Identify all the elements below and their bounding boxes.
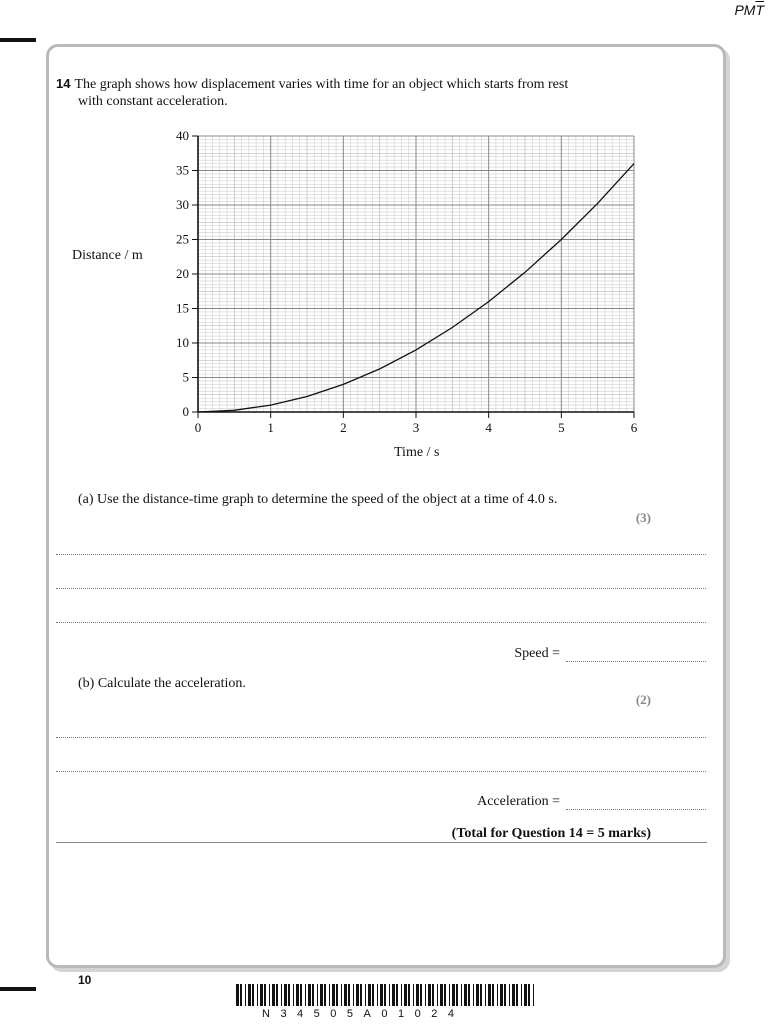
barcode-bar	[512, 984, 515, 1006]
barcode-bar	[300, 984, 302, 1006]
answer-line[interactable]	[56, 588, 706, 589]
part-a-marks: (3)	[635, 510, 651, 525]
x-tick-label: 1	[267, 420, 274, 435]
barcode-bar	[384, 984, 386, 1006]
barcode-bar	[296, 984, 299, 1006]
acceleration-label: Acceleration =	[477, 794, 560, 809]
y-tick-label: 15	[176, 300, 189, 316]
barcode-bar	[521, 984, 522, 1006]
barcode-bar	[413, 984, 414, 1006]
barcode-bar	[396, 984, 398, 1006]
barcode-bar	[240, 984, 242, 1006]
barcode-icon	[236, 984, 536, 1006]
barcode-bar	[500, 984, 503, 1006]
barcode-bar	[392, 984, 395, 1006]
barcode-bar	[401, 984, 402, 1006]
y-tick-label: 30	[176, 197, 189, 212]
distance-time-graph	[160, 126, 650, 438]
barcode-bar	[281, 984, 282, 1006]
barcode-bar	[317, 984, 318, 1006]
barcode-bar	[260, 984, 263, 1006]
barcode-bar	[516, 984, 518, 1006]
answer-line[interactable]	[56, 622, 706, 623]
barcode-bar	[368, 984, 371, 1006]
barcode-bar	[425, 984, 426, 1006]
barcode-bar	[380, 984, 383, 1006]
y-tick-label: 40	[176, 128, 189, 143]
barcode-bar	[264, 984, 266, 1006]
barcode-bar	[341, 984, 342, 1006]
barcode-bar	[488, 984, 491, 1006]
y-tick-label: 35	[176, 162, 189, 178]
barcode-bar	[356, 984, 359, 1006]
question-number: 14	[56, 76, 71, 91]
barcode-bar	[524, 984, 527, 1006]
y-tick-label: 10	[176, 335, 189, 350]
question-line-1: The graph shows how displacement varies with time for an object which starts from rest	[74, 77, 569, 92]
x-tick-label: 4	[485, 420, 492, 435]
barcode-bar	[408, 984, 410, 1006]
barcode-bar	[432, 984, 434, 1006]
barcode-bar	[324, 984, 326, 1006]
barcode-bar	[353, 984, 354, 1006]
x-tick-label: 3	[412, 420, 420, 435]
barcode-bar	[473, 984, 474, 1006]
barcode-bar	[377, 984, 378, 1006]
barcode-bar	[509, 984, 510, 1006]
barcode-bar	[420, 984, 422, 1006]
barcode-bar	[485, 984, 486, 1006]
y-tick-label: 20	[176, 266, 189, 281]
page-number: 10	[78, 973, 92, 987]
barcode-bar	[444, 984, 446, 1006]
speed-label: Speed =	[514, 646, 560, 661]
barcode-bar	[440, 984, 443, 1006]
divider	[56, 842, 707, 843]
part-a-text: (a) Use the distance-time graph to determine the speed of the object at a time of 4.0 s.	[78, 492, 558, 507]
x-tick-label: 6	[630, 420, 638, 435]
barcode-bar	[308, 984, 311, 1006]
y-tick-label: 5	[182, 369, 189, 385]
barcode-bar	[492, 984, 494, 1006]
part-b-marks: (2)	[635, 692, 651, 707]
answer-line[interactable]	[56, 737, 706, 738]
x-tick-label: 5	[558, 420, 565, 435]
barcode-bar	[320, 984, 323, 1006]
barcode-bar	[252, 984, 254, 1006]
speed-answer[interactable]	[514, 646, 706, 662]
x-tick-label: 2	[340, 420, 347, 435]
y-axis-label: Distance / m	[72, 248, 143, 263]
question-stem	[56, 75, 656, 110]
barcode-bar	[312, 984, 314, 1006]
acceleration-blank[interactable]	[566, 797, 706, 810]
barcode-bar	[480, 984, 482, 1006]
barcode-bar	[404, 984, 407, 1006]
barcode-bar	[336, 984, 338, 1006]
barcode-bar	[272, 984, 275, 1006]
answer-line[interactable]	[56, 771, 706, 772]
x-tick-label: 0	[194, 420, 202, 435]
barcode-text: N34505A01024	[262, 1008, 465, 1020]
y-tick-label: 0	[182, 404, 189, 419]
barcode-bar	[332, 984, 335, 1006]
axes	[192, 136, 634, 418]
barcode-bar	[365, 984, 366, 1006]
barcode-bar	[329, 984, 330, 1006]
pmt-watermark: $PM\overline{T}$	[734, 2, 764, 18]
barcode-bar	[456, 984, 458, 1006]
barcode-bar	[497, 984, 498, 1006]
barcode-bar	[284, 984, 287, 1006]
barcode-bar	[344, 984, 347, 1006]
barcode-bar	[437, 984, 438, 1006]
barcode-bar	[468, 984, 470, 1006]
barcode-bar	[269, 984, 270, 1006]
barcode-bar	[276, 984, 278, 1006]
margin-bar-top	[0, 38, 36, 42]
barcode-bar	[533, 984, 534, 1006]
barcode-bar	[245, 984, 246, 1006]
barcode-bar	[348, 984, 350, 1006]
barcode-bar	[449, 984, 450, 1006]
barcode-bar	[360, 984, 362, 1006]
answer-line[interactable]	[56, 554, 706, 555]
barcode-bar	[293, 984, 294, 1006]
barcode-bar	[452, 984, 455, 1006]
barcode-bar	[305, 984, 306, 1006]
barcode-bar	[248, 984, 251, 1006]
speed-blank[interactable]	[566, 649, 706, 662]
total-marks: (Total for Question 14 = 5 marks)	[451, 826, 651, 841]
barcode-bar	[389, 984, 390, 1006]
barcode-bar	[372, 984, 374, 1006]
barcode-bar	[464, 984, 467, 1006]
question-line-2: with constant acceleration.	[78, 94, 228, 109]
margin-bar-bottom	[0, 987, 36, 991]
barcode-bar	[288, 984, 290, 1006]
x-axis-label: Time / s	[394, 445, 440, 460]
barcode-bar	[416, 984, 419, 1006]
barcode-bar	[257, 984, 258, 1006]
barcode-bar	[236, 984, 239, 1006]
barcode-bar	[504, 984, 506, 1006]
y-tick-label: 25	[176, 231, 189, 247]
barcode-bar	[428, 984, 431, 1006]
barcode-bar	[476, 984, 479, 1006]
acceleration-answer[interactable]	[477, 794, 706, 810]
barcode-bar	[461, 984, 462, 1006]
part-b-text: (b) Calculate the acceleration.	[78, 676, 246, 691]
barcode-bar	[528, 984, 530, 1006]
